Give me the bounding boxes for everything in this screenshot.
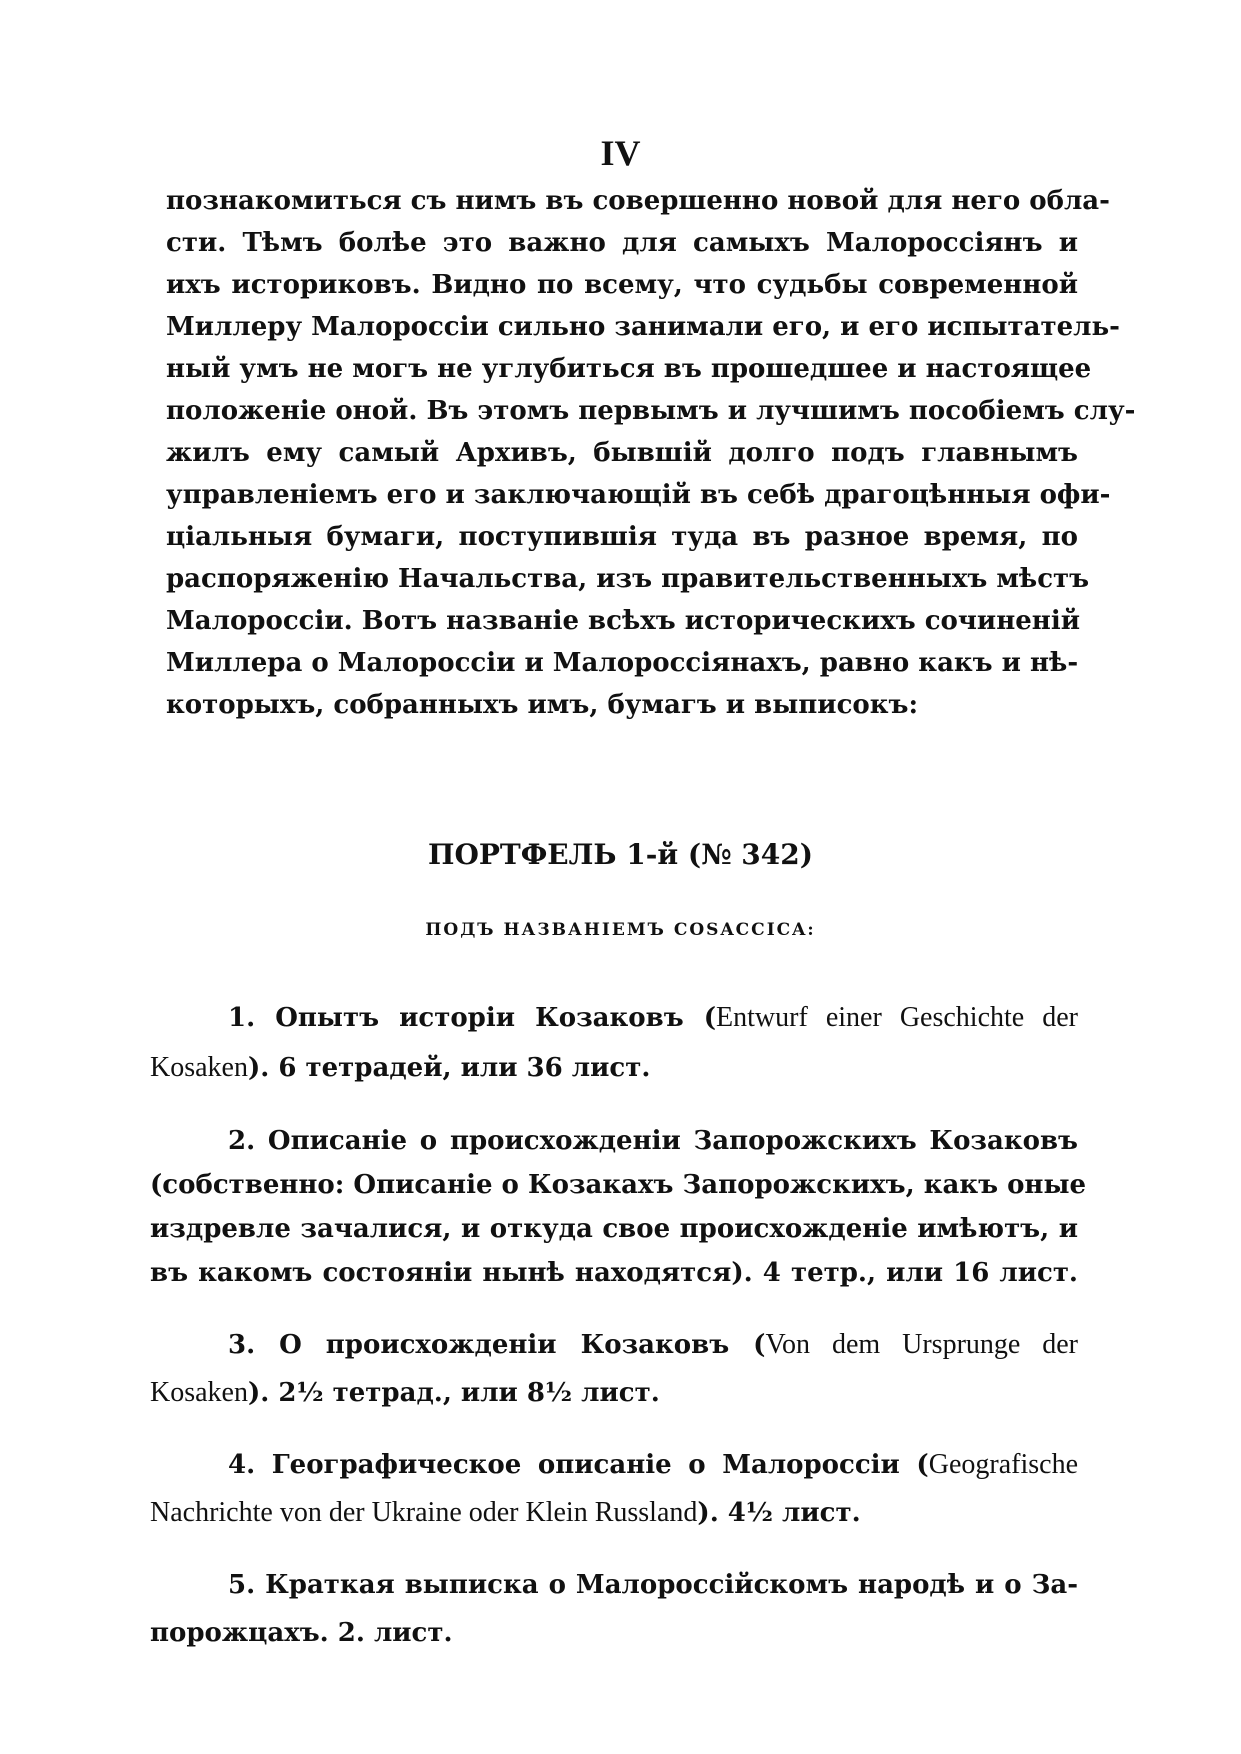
entry-4-german-title: Geografische (928, 1449, 1078, 1480)
entry-1-line-1 (228, 995, 1078, 1041)
intro-line: положеніе оной. Въ этомъ первымъ и лучшимъ пособіемъ слу- (166, 396, 1136, 426)
entry-4-russian-title: 4. Географическое описаніе о Малороссіи ( (228, 1450, 929, 1480)
intro-line: жилъ ему самый Архивъ, бывшій долго подъ главнымъ (166, 438, 1078, 468)
intro-line: которыхъ, собранныхъ имъ, бумагъ и выписокъ: (166, 690, 919, 720)
entry-4-german-title-end: Nachrichte von der Ukraine oder Klein Russland (150, 1497, 698, 1528)
entry-2-line: издревле зачалися, и откуда свое происхожденіе имѣютъ, и (150, 1214, 1078, 1244)
page-number: IV (600, 133, 641, 173)
intro-line: Миллера о Малороссіи и Малороссіянахъ, равно какъ и нѣ- (166, 648, 1079, 678)
entry-3-extent: ). 2½ тетрад., или 8½ лист. (247, 1378, 660, 1408)
intro-line: распоряженію Начальства, изъ правительственныхъ мѣстъ (166, 564, 1090, 594)
portfolio-subtitle: ПОДЪ НАЗВАНІЕМЪ COSACCICA: (425, 920, 816, 940)
entry-1-russian-title: 1. Опытъ исторіи Козаковъ ( (228, 1003, 717, 1033)
entry-3-line-2 (150, 1370, 1078, 1416)
entry-5-line: 5. Краткая выписка о Малороссійскомъ народѣ и о За- (228, 1570, 1078, 1600)
entry-3-line-1 (228, 1322, 1078, 1368)
entry-2-line: 2. Описаніе о происхожденіи Запорожскихъ Козаковъ (228, 1126, 1078, 1156)
entry-4-extent: ). 4½ лист. (697, 1498, 861, 1528)
intro-line: Малороссіи. Вотъ названіе всѣхъ историческихъ сочиненій (166, 606, 1080, 636)
intro-line: ихъ историковъ. Видно по всему, что судьбы современной (166, 270, 1078, 300)
intro-line: ціальныя бумаги, поступившія туда въ разное время, по (166, 522, 1078, 552)
portfolio-title: ПОРТФЕЛЬ 1-й (№ 342) (428, 838, 813, 871)
intro-line: Миллеру Малороссіи сильно занимали его, и его испытатель- (166, 312, 1120, 342)
entry-1-german-title: Entwurf einer Geschichte der (716, 1002, 1078, 1033)
entry-1-german-title-end: Kosaken (150, 1052, 248, 1083)
intro-line: управленіемъ его и заключающій въ себѣ драгоцѣнныя офи- (166, 480, 1111, 510)
entry-2-line: (собственно: Описаніе о Козакахъ Запорожскихъ, какъ оные (150, 1170, 1087, 1200)
entry-3-german-title-end: Kosaken (150, 1377, 248, 1408)
intro-line: ный умъ не могъ не углубиться въ прошедшее и настоящее (166, 354, 1092, 384)
intro-line: познакомиться съ нимъ въ совершенно новой для него обла- (166, 186, 1110, 216)
entry-4-line-1 (228, 1442, 1078, 1488)
intro-line: сти. Тѣмъ болѣе это важно для самыхъ Малороссіянъ и (166, 228, 1078, 258)
entry-3-russian-title: 3. О происхожденіи Козаковъ ( (228, 1330, 766, 1360)
entry-1-line-2 (150, 1045, 1078, 1091)
entry-2-line: въ какомъ состояніи нынѣ находятся). 4 тетр., или 16 лист. (150, 1258, 1078, 1288)
entry-1-extent: ). 6 тетрадей, или 36 лист. (247, 1053, 651, 1083)
entry-5-line: порожцахъ. 2. лист. (150, 1618, 453, 1648)
entry-3-german-title: Von dem Ursprunge der (765, 1329, 1079, 1360)
entry-4-line-2 (150, 1490, 1078, 1536)
